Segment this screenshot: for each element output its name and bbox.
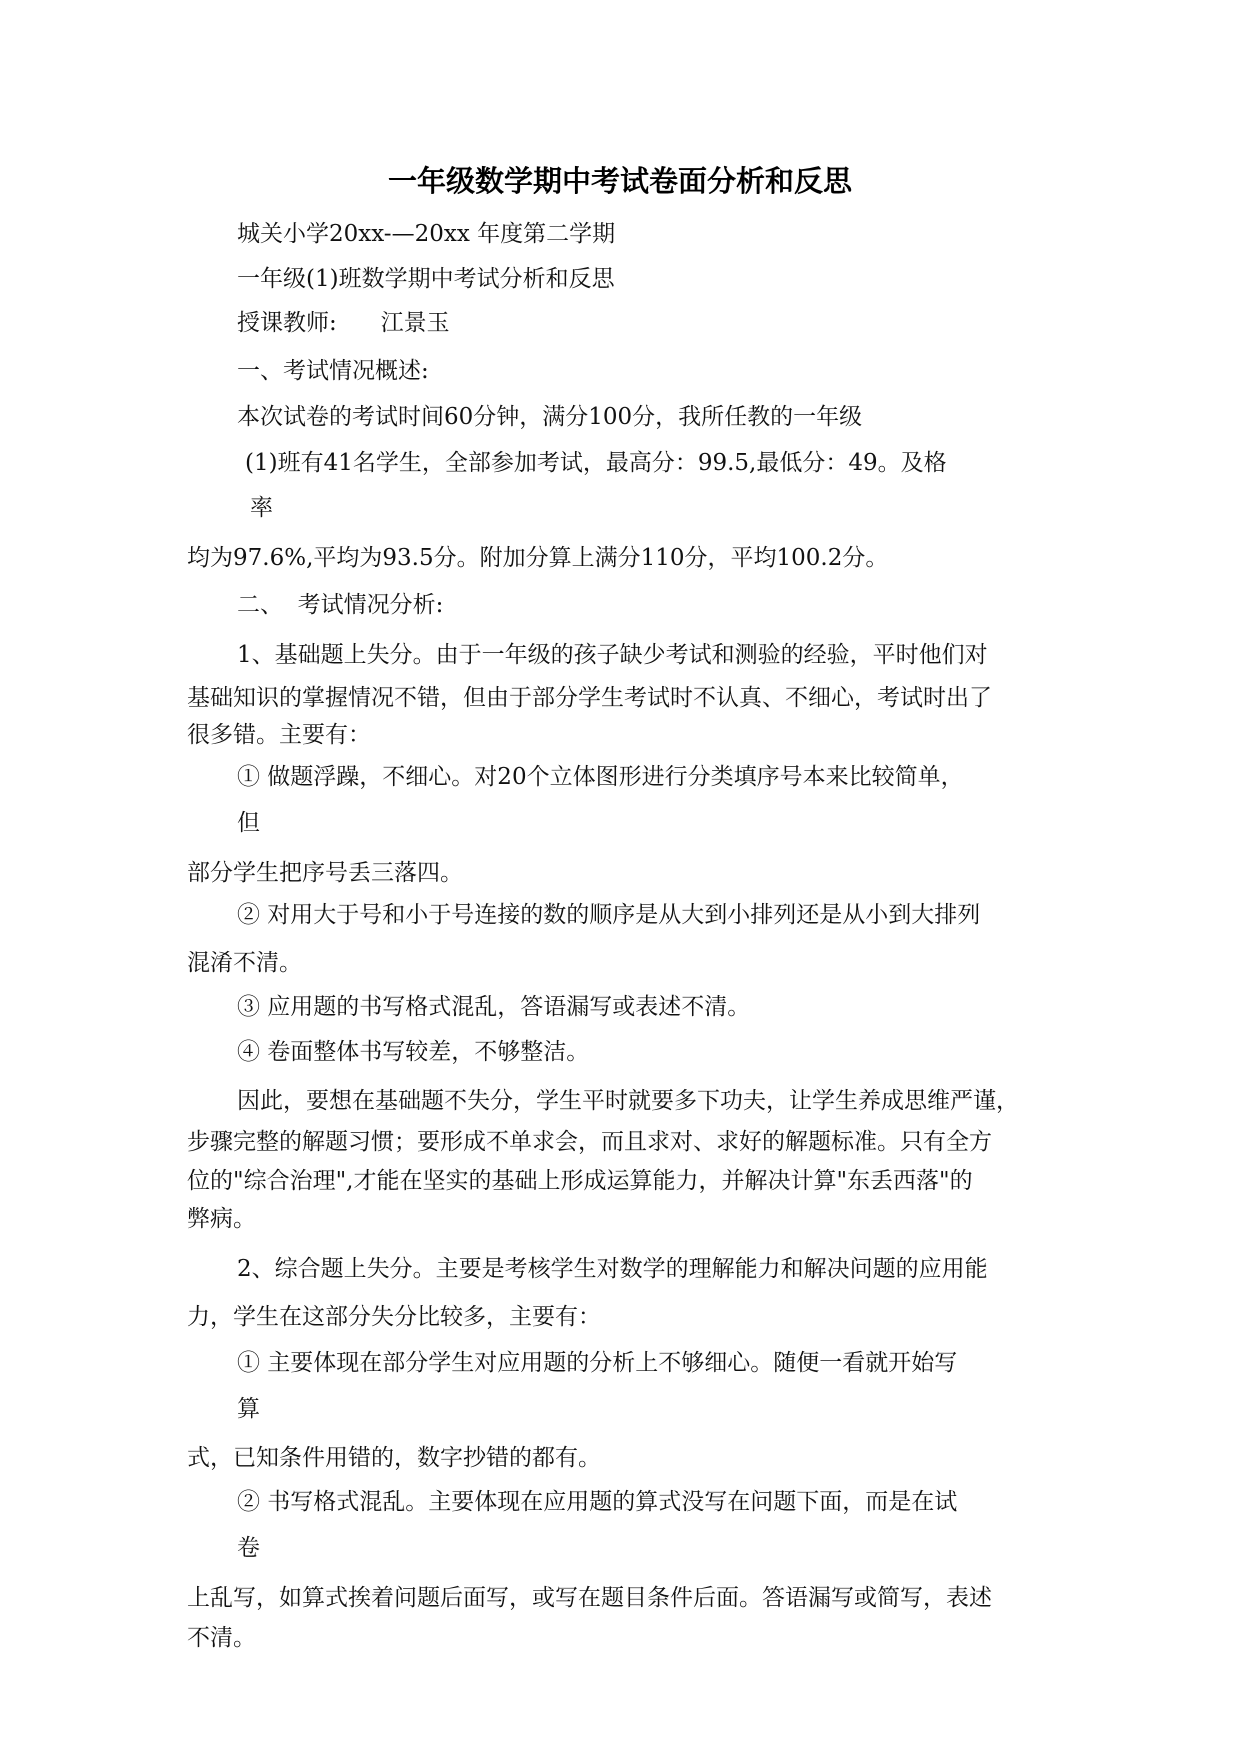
section-heading: 二、 考试情况分析: xyxy=(237,592,444,618)
text-line: 一年级(1)班数学期中考试分析和反思 xyxy=(237,266,615,292)
text-line: 力，学生在这部分失分比较多，主要有： xyxy=(187,1304,601,1330)
text-line: 步骤完整的解题习惯；要形成不单求会，而且求对、求好的解题标准。只有全方 xyxy=(187,1129,992,1155)
document-title: 一年级数学期中考试卷面分析和反思 xyxy=(387,164,852,198)
text-line: 基础知识的掌握情况不错，但由于部分学生考试时不认真、不细心，考试时出了 xyxy=(187,685,992,711)
text-line: ② 对用大于号和小于号连接的数的顺序是从大到小排列还是从小到大排列 xyxy=(237,902,981,928)
text-line: 2、综合题上失分。主要是考核学生对数学的理解能力和解决问题的应用能 xyxy=(237,1256,988,1282)
text-line: (1)班有41名学生，全部参加考试，最高分：99.5,最低分：49。及格 xyxy=(245,450,947,476)
text-line: 本次试卷的考试时间60分钟，满分100分，我所任教的一年级 xyxy=(237,404,863,430)
section-heading: 一、考试情况概述: xyxy=(237,358,429,384)
text-line: ① 做题浮躁，不细心。对20个立体图形进行分类填序号本来比较简单， xyxy=(237,764,964,790)
text-line: 很多错。主要有： xyxy=(187,722,371,748)
text-line: 因此，要想在基础题不失分，学生平时就要多下功夫，让学生养成思维严谨， xyxy=(237,1088,1019,1114)
text-line: 但 xyxy=(237,810,260,836)
text-line: 城关小学20xx-—20xx 年度第二学期 xyxy=(237,221,616,247)
text-line: 混淆不清。 xyxy=(187,950,302,976)
text-line: 均为97.6%,平均为93.5分。附加分算上满分110分，平均100.2分。 xyxy=(187,545,889,571)
text-line: 不清。 xyxy=(187,1625,256,1651)
text-line: 位的"综合治理",才能在坚实的基础上形成运算能力，并解决计算"东丢西落"的 xyxy=(187,1168,973,1194)
text-line: ② 书写格式混乱。主要体现在应用题的算式没写在问题下面，而是在试 xyxy=(237,1489,958,1515)
text-line: 授课教师: 江景玉 xyxy=(237,310,450,336)
text-line: 1、基础题上失分。由于一年级的孩子缺少考试和测验的经验，平时他们对 xyxy=(237,642,988,668)
text-line: ① 主要体现在部分学生对应用题的分析上不够细心。随便一看就开始写 xyxy=(237,1350,958,1376)
text-line: ③ 应用题的书写格式混乱，答语漏写或表述不清。 xyxy=(237,994,751,1020)
text-line: 式，已知条件用错的，数字抄错的都有。 xyxy=(187,1445,601,1471)
text-line: 卷 xyxy=(237,1535,260,1561)
text-line: ④ 卷面整体书写较差，不够整洁。 xyxy=(237,1039,590,1065)
text-line: 算 xyxy=(237,1396,260,1422)
text-line: 率 xyxy=(250,495,273,521)
text-line: 上乱写，如算式挨着问题后面写，或写在题目条件后面。答语漏写或简写，表述 xyxy=(187,1585,992,1611)
text-line: 部分学生把序号丢三落四。 xyxy=(187,860,463,886)
text-line: 弊病。 xyxy=(187,1206,256,1232)
